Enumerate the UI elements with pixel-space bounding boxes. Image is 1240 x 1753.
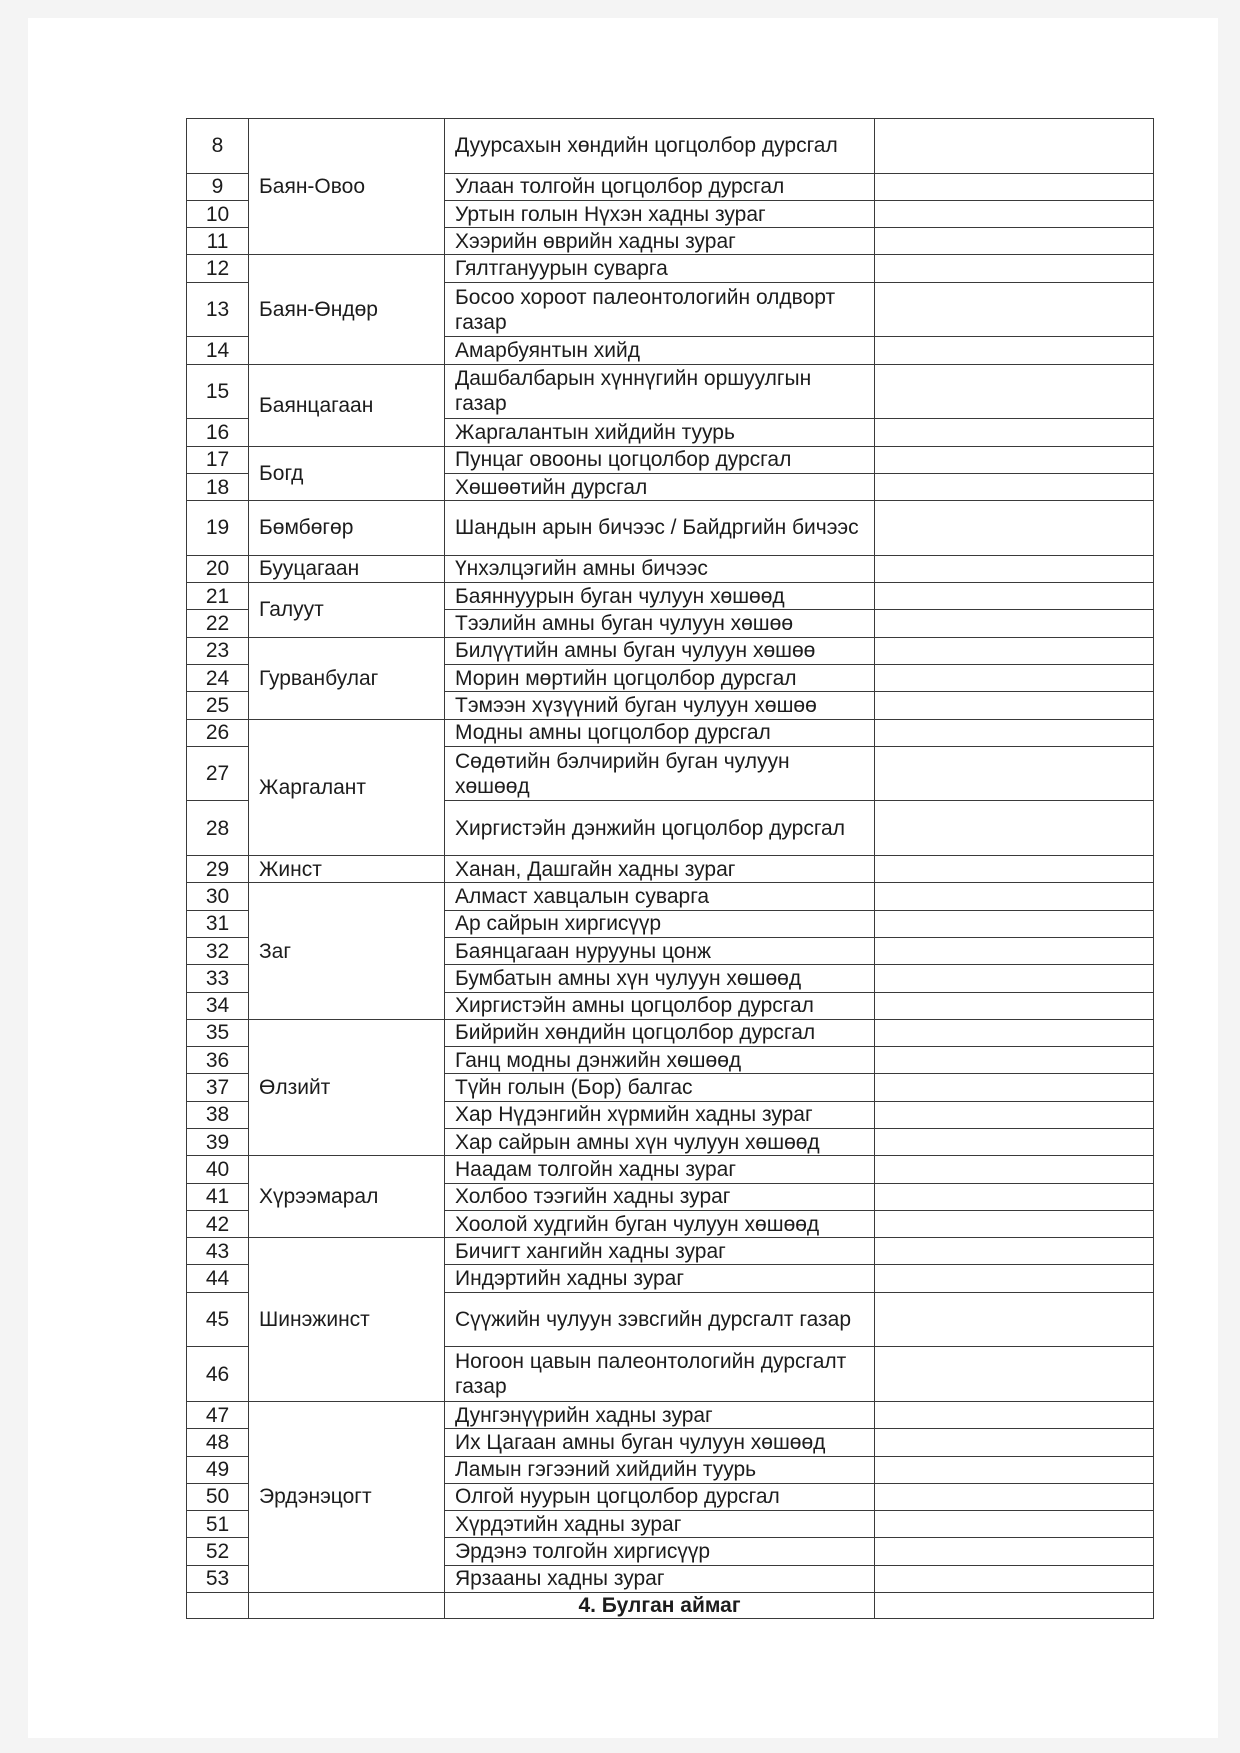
monument-name: Холбоо тээгийн хадны зураг — [445, 1183, 875, 1210]
note-cell — [875, 282, 1154, 337]
row-number: 18 — [187, 473, 249, 500]
note-cell — [875, 992, 1154, 1019]
monument-name: Индэртийн хадны зураг — [445, 1265, 875, 1292]
row-number: 31 — [187, 910, 249, 937]
monuments-table-body — [187, 119, 1154, 1619]
monument-name: Гялтгануурын суварга — [445, 255, 875, 282]
note-cell — [875, 583, 1154, 610]
monument-name: Ногоон цавын палеонтологийн дурсгалт газар — [445, 1347, 875, 1402]
row-number: 29 — [187, 856, 249, 883]
monument-name: Тэмээн хүзүүний буган чулуун хөшөө — [445, 692, 875, 719]
row-number: 27 — [187, 746, 249, 801]
row-number: 33 — [187, 965, 249, 992]
monument-name: Ханан, Дашгайн хадны зураг — [445, 856, 875, 883]
note-cell — [875, 1047, 1154, 1074]
monument-name: Баяннуурын буган чулуун хөшөөд — [445, 583, 875, 610]
note-cell — [875, 1483, 1154, 1510]
note-cell — [875, 119, 1154, 174]
monument-name: Жаргалантын хийдийн туурь — [445, 419, 875, 446]
soum-name: Баянцагаан — [249, 364, 445, 446]
monument-name: Хээрийн өврийн хадны зураг — [445, 228, 875, 255]
note-cell — [875, 1429, 1154, 1456]
row-number: 52 — [187, 1538, 249, 1565]
section-row — [187, 1593, 1154, 1619]
row-number: 22 — [187, 610, 249, 637]
row-number: 10 — [187, 200, 249, 227]
monument-name: Амарбуянтын хийд — [445, 337, 875, 364]
row-number: 53 — [187, 1565, 249, 1592]
row-number: 15 — [187, 364, 249, 419]
row-number: 11 — [187, 228, 249, 255]
monument-name: Ар сайрын хиргисүүр — [445, 910, 875, 937]
row-number: 21 — [187, 583, 249, 610]
soum-name: Богд — [249, 446, 445, 501]
note-cell — [875, 1074, 1154, 1101]
note-cell — [875, 228, 1154, 255]
note-cell — [875, 937, 1154, 964]
monument-name: Хиргистэйн амны цогцолбор дурсгал — [445, 992, 875, 1019]
soum-name: Бөмбөгөр — [249, 501, 445, 556]
table-row — [187, 364, 1154, 419]
monument-name: Ярзааны хадны зураг — [445, 1565, 875, 1592]
soum-name: Шинэжинст — [249, 1238, 445, 1402]
row-number: 49 — [187, 1456, 249, 1483]
row-number: 8 — [187, 119, 249, 174]
row-number: 9 — [187, 173, 249, 200]
row-number: 51 — [187, 1511, 249, 1538]
row-number: 35 — [187, 1019, 249, 1046]
note-cell — [875, 364, 1154, 419]
monument-name: Хиргистэйн дэнжийн цогцолбор дурсгал — [445, 801, 875, 856]
monument-name: Хар сайрын амны хүн чулуун хөшөөд — [445, 1128, 875, 1155]
monument-name: Бийрийн хөндийн цогцолбор дурсгал — [445, 1019, 875, 1046]
monument-name: Билүүтийн амны буган чулуун хөшөө — [445, 637, 875, 664]
note-cell — [875, 501, 1154, 556]
row-number: 40 — [187, 1156, 249, 1183]
row-number: 32 — [187, 937, 249, 964]
table-row — [187, 637, 1154, 664]
row-number: 38 — [187, 1101, 249, 1128]
monument-name: Уртын голын Нүхэн хадны зураг — [445, 200, 875, 227]
note-cell — [875, 1401, 1154, 1428]
note-cell — [875, 1565, 1154, 1592]
note-cell — [875, 1347, 1154, 1402]
row-number: 46 — [187, 1347, 249, 1402]
row-number: 39 — [187, 1128, 249, 1155]
monument-name: Бумбатын амны хүн чулуун хөшөөд — [445, 965, 875, 992]
monument-name: Сүүжийн чулуун зэвсгийн дурсгалт газар — [445, 1292, 875, 1347]
monument-name: Бичигт хангийн хадны зураг — [445, 1238, 875, 1265]
note-cell — [875, 555, 1154, 582]
soum-name: Заг — [249, 883, 445, 1019]
row-number: 43 — [187, 1238, 249, 1265]
table-row — [187, 1401, 1154, 1428]
soum-name: Баян-Овоо — [249, 119, 445, 255]
note-cell — [875, 692, 1154, 719]
row-number: 41 — [187, 1183, 249, 1210]
monument-name: Хоолой худгийн буган чулуун хөшөөд — [445, 1210, 875, 1237]
table-row — [187, 501, 1154, 556]
note-cell — [875, 1265, 1154, 1292]
table-row — [187, 856, 1154, 883]
table-row — [187, 1238, 1154, 1265]
note-cell — [875, 664, 1154, 691]
note-cell — [875, 419, 1154, 446]
monument-name: Үнхэлцэгийн амны бичээс — [445, 555, 875, 582]
monument-name: Олгой нуурын цогцолбор дурсгал — [445, 1483, 875, 1510]
monument-name: Босоо хороот палеонтологийн олдворт газар — [445, 282, 875, 337]
note-cell — [875, 910, 1154, 937]
note-cell — [875, 255, 1154, 282]
monument-name: Хөшөөтийн дурсгал — [445, 473, 875, 500]
note-cell — [875, 801, 1154, 856]
monument-name: Шандын арын бичээс / Байдргийн бичээс — [445, 501, 875, 556]
note-cell — [875, 173, 1154, 200]
monument-name: Улаан толгойн цогцолбор дурсгал — [445, 173, 875, 200]
row-number: 34 — [187, 992, 249, 1019]
soum-name: Галуут — [249, 583, 445, 638]
row-number: 26 — [187, 719, 249, 746]
row-number: 44 — [187, 1265, 249, 1292]
note-cell — [875, 1238, 1154, 1265]
monument-name: Пунцаг овооны цогцолбор дурсгал — [445, 446, 875, 473]
table-row — [187, 555, 1154, 582]
note-cell — [875, 337, 1154, 364]
row-number: 37 — [187, 1074, 249, 1101]
row-number: 20 — [187, 555, 249, 582]
note-cell — [875, 1183, 1154, 1210]
soum-name: Бууцагаан — [249, 555, 445, 582]
row-number: 28 — [187, 801, 249, 856]
table-row — [187, 883, 1154, 910]
section-note — [875, 1593, 1154, 1619]
soum-name: Жинст — [249, 856, 445, 883]
note-cell — [875, 719, 1154, 746]
note-cell — [875, 1128, 1154, 1155]
monument-name: Сөдөтийн бэлчирийн буган чулуун хөшөөд — [445, 746, 875, 801]
table-row — [187, 583, 1154, 610]
row-number: 14 — [187, 337, 249, 364]
row-number: 42 — [187, 1210, 249, 1237]
note-cell — [875, 637, 1154, 664]
soum-name: Өлзийт — [249, 1019, 445, 1155]
row-number: 47 — [187, 1401, 249, 1428]
note-cell — [875, 200, 1154, 227]
monument-name: Модны амны цогцолбор дурсгал — [445, 719, 875, 746]
table-row — [187, 446, 1154, 473]
soum-name: Эрдэнэцогт — [249, 1401, 445, 1592]
section-title: 4. Булган аймаг — [445, 1593, 875, 1619]
monument-name: Тээлийн амны буган чулуун хөшөө — [445, 610, 875, 637]
row-number: 50 — [187, 1483, 249, 1510]
monument-name: Алмаст хавцалын суварга — [445, 883, 875, 910]
monument-name: Их Цагаан амны буган чулуун хөшөөд — [445, 1429, 875, 1456]
note-cell — [875, 883, 1154, 910]
table-row — [187, 1019, 1154, 1046]
monument-name: Хар Нүдэнгийн хүрмийн хадны зураг — [445, 1101, 875, 1128]
note-cell — [875, 610, 1154, 637]
row-number: 36 — [187, 1047, 249, 1074]
row-number: 45 — [187, 1292, 249, 1347]
monument-name: Дуурсахын хөндийн цогцолбор дурсгал — [445, 119, 875, 174]
note-cell — [875, 1210, 1154, 1237]
row-number: 25 — [187, 692, 249, 719]
note-cell — [875, 473, 1154, 500]
table-row — [187, 255, 1154, 282]
note-cell — [875, 1101, 1154, 1128]
note-cell — [875, 746, 1154, 801]
soum-name: Гурванбулаг — [249, 637, 445, 719]
row-number: 17 — [187, 446, 249, 473]
table-row — [187, 1156, 1154, 1183]
monument-name: Түйн голын (Бор) балгас — [445, 1074, 875, 1101]
monument-name: Дунгэнүүрийн хадны зураг — [445, 1401, 875, 1428]
soum-name: Хүрээмарал — [249, 1156, 445, 1238]
note-cell — [875, 1511, 1154, 1538]
note-cell — [875, 1156, 1154, 1183]
note-cell — [875, 1292, 1154, 1347]
row-number: 13 — [187, 282, 249, 337]
monument-name: Ламын гэгээний хийдийн туурь — [445, 1456, 875, 1483]
row-number: 16 — [187, 419, 249, 446]
row-number: 24 — [187, 664, 249, 691]
table-row — [187, 119, 1154, 174]
monument-name: Хүрдэтийн хадны зураг — [445, 1511, 875, 1538]
note-cell — [875, 1538, 1154, 1565]
soum-name: Баян-Өндөр — [249, 255, 445, 364]
row-number: 30 — [187, 883, 249, 910]
note-cell — [875, 856, 1154, 883]
monument-name: Ганц модны дэнжийн хөшөөд — [445, 1047, 875, 1074]
monument-name: Морин мөртийн цогцолбор дурсгал — [445, 664, 875, 691]
row-number: 23 — [187, 637, 249, 664]
row-number: 12 — [187, 255, 249, 282]
monument-name: Баянцагаан нурууны цонж — [445, 937, 875, 964]
monument-name: Эрдэнэ толгойн хиргисүүр — [445, 1538, 875, 1565]
soum-name: Жаргалант — [249, 719, 445, 855]
monuments-table — [186, 118, 1154, 1619]
monument-name: Наадам толгойн хадны зураг — [445, 1156, 875, 1183]
note-cell — [875, 446, 1154, 473]
table-row — [187, 719, 1154, 746]
monument-name: Дашбалбарын хүннүгийн оршуулгын газар — [445, 364, 875, 419]
note-cell — [875, 1456, 1154, 1483]
row-number: 19 — [187, 501, 249, 556]
row-number: 48 — [187, 1429, 249, 1456]
note-cell — [875, 1019, 1154, 1046]
note-cell — [875, 965, 1154, 992]
